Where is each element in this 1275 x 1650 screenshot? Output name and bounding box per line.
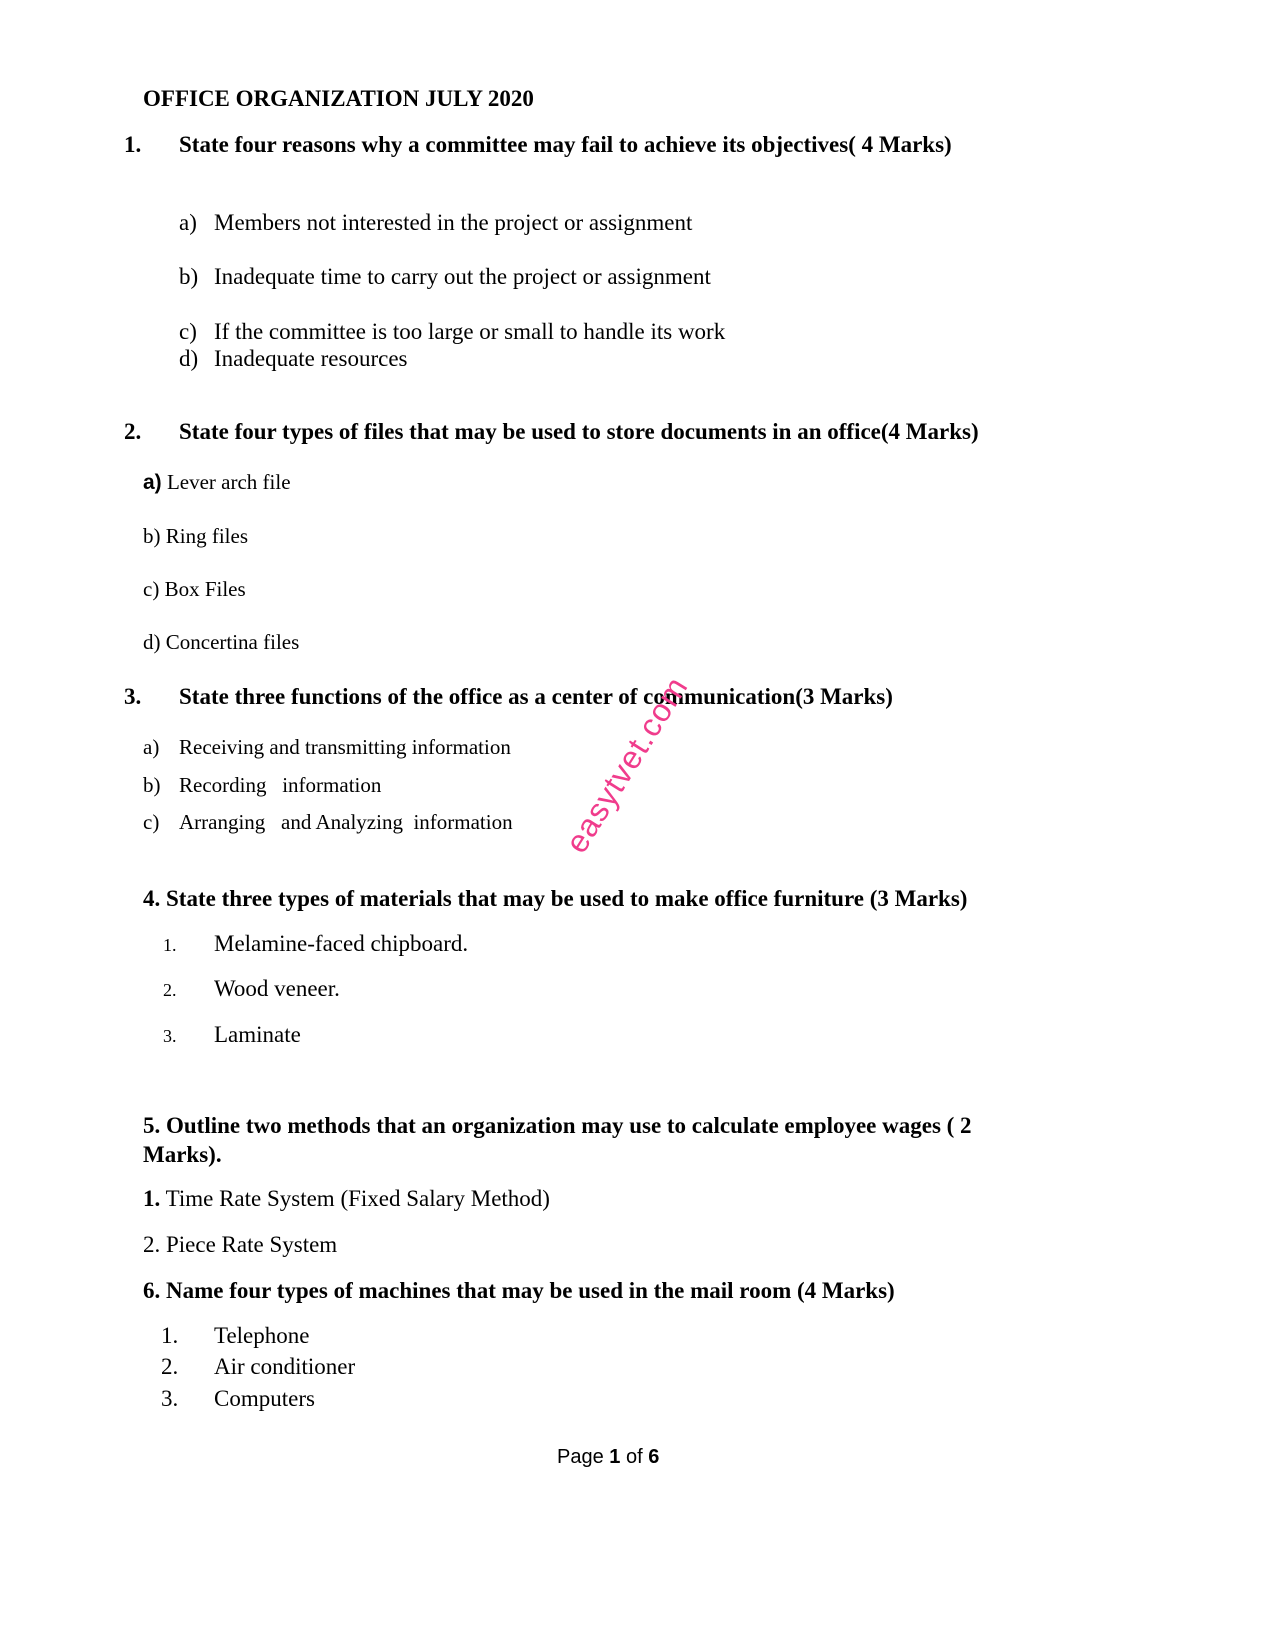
q1-answer-c: If the committee is too large or small to handle its work (214, 319, 726, 344)
question-1-number: 1. (124, 132, 142, 157)
q4-answer-1: Melamine-faced chipboard. (214, 931, 469, 956)
question-4-text: 4. State three types of materials that may be used to make office furniture (3 Marks) (143, 886, 968, 911)
footer-current-page: 1 (609, 1446, 621, 1468)
q2-answer-d-marker: d) (143, 630, 161, 654)
q5-answer-1 (143, 1186, 550, 1212)
q6-answer-3-marker: 3. (161, 1386, 179, 1411)
q2-answer-c (143, 577, 246, 602)
q4-answer-3: Laminate (214, 1022, 301, 1047)
q3-answer-b: Recording information (179, 773, 382, 797)
q3-answer-b-marker: b) (143, 773, 161, 797)
q1-answer-b: Inadequate time to carry out the project or assignment (214, 264, 711, 289)
question-3-text: State three functions of the office as a center of communication(3 Marks) (179, 684, 893, 709)
q1-answer-d-marker: d) (179, 346, 199, 371)
footer-total-pages: 6 (648, 1446, 660, 1468)
q2-answer-c-marker: c) (143, 577, 160, 601)
q1-answer-d: Inadequate resources (214, 346, 408, 371)
q2-answer-c-text: Box Files (164, 577, 246, 601)
question-5-text-line-1: 5. Outline two methods that an organization may use to calculate employee wages ( 2 (143, 1113, 972, 1138)
question-2-text: State four types of files that may be used to store documents in an office(4 Marks) (179, 419, 979, 444)
question-3-number: 3. (124, 684, 142, 709)
q2-answer-d (143, 630, 299, 655)
q3-answer-a-marker: a) (143, 735, 160, 759)
page-footer (557, 1446, 659, 1469)
q2-answer-b (143, 524, 248, 549)
watermark: easytvet.com (558, 669, 695, 860)
q5-answer-1-text: Time Rate System (Fixed Salary Method) (165, 1186, 550, 1211)
q2-answer-a (143, 470, 291, 495)
q2-answer-d-text: Concertina files (165, 630, 300, 654)
q1-answer-b-marker: b) (179, 264, 199, 289)
question-1-text: State four reasons why a committee may fail to achieve its objectives( 4 Marks) (179, 132, 952, 157)
question-5-text-line-2: Marks). (143, 1142, 222, 1167)
q6-answer-2: Air conditioner (214, 1354, 356, 1379)
q5-answer-2 (143, 1232, 337, 1258)
q4-answer-3-marker: 3. (163, 1026, 177, 1046)
q6-answer-2-marker: 2. (161, 1354, 179, 1379)
question-6-text: 6. Name four types of machines that may be used in the mail room (4 Marks) (143, 1278, 895, 1303)
q1-answer-c-marker: c) (179, 319, 197, 344)
q1-answer-a: Members not interested in the project or assignment (214, 210, 693, 235)
q5-answer-1-marker: 1. (143, 1186, 161, 1211)
q3-answer-c-marker: c) (143, 810, 160, 834)
footer-prefix: Page (557, 1446, 610, 1468)
question-2-number: 2. (124, 419, 142, 444)
q5-answer-2-text: Piece Rate System (166, 1232, 338, 1257)
q5-answer-2-marker: 2. (143, 1232, 161, 1257)
q4-answer-2: Wood veneer. (214, 976, 340, 1001)
q6-answer-3: Computers (214, 1386, 315, 1411)
q2-answer-b-marker: b) (143, 524, 161, 548)
q2-answer-a-marker: a) (143, 471, 162, 494)
q6-answer-1: Telephone (214, 1323, 310, 1348)
q3-answer-c: Arranging and Analyzing information (179, 810, 513, 834)
q3-answer-a: Receiving and transmitting information (179, 735, 511, 759)
q2-answer-a-text: Lever arch file (166, 470, 291, 494)
q1-answer-a-marker: a) (179, 210, 197, 235)
q4-answer-2-marker: 2. (163, 980, 177, 1000)
page-title: OFFICE ORGANIZATION JULY 2020 (143, 86, 534, 111)
q6-answer-1-marker: 1. (161, 1323, 179, 1348)
footer-middle: of (620, 1446, 649, 1468)
q4-answer-1-marker: 1. (163, 935, 177, 955)
q2-answer-b-text: Ring files (165, 524, 248, 548)
